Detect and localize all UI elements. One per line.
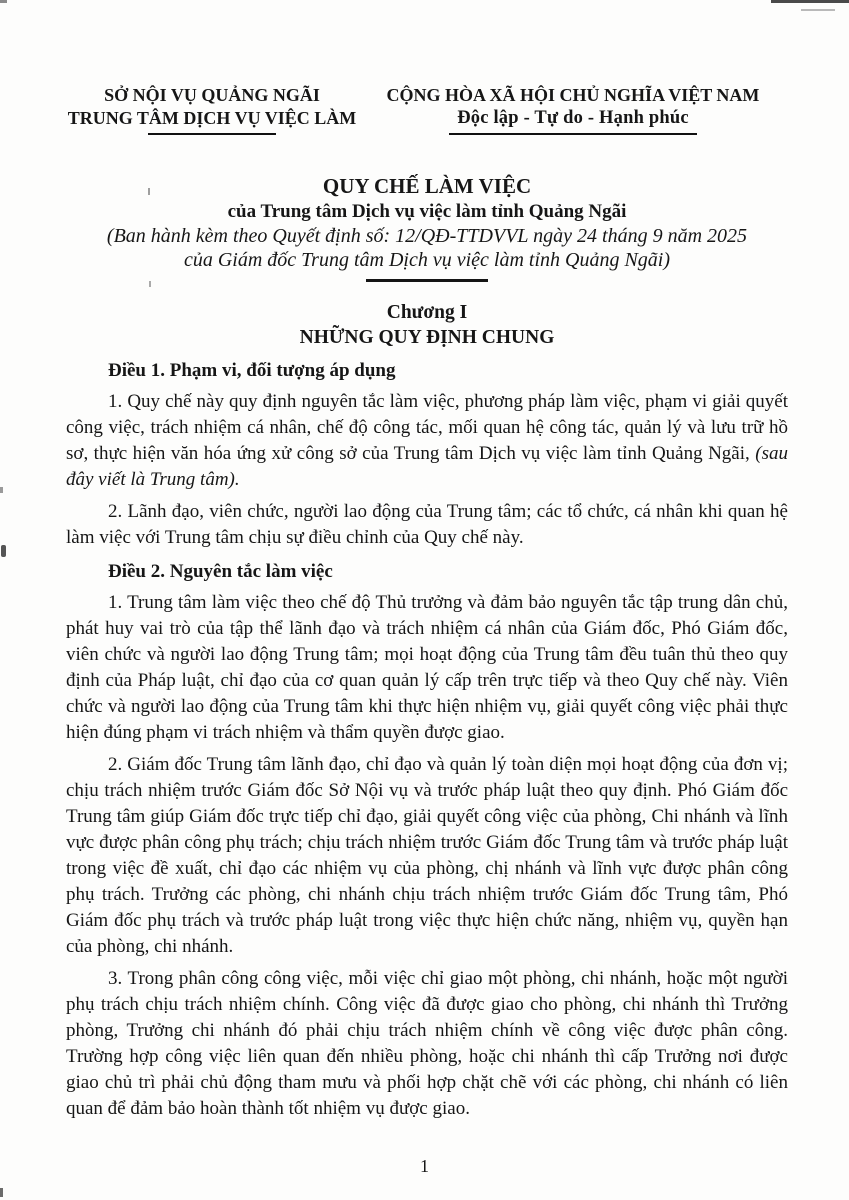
scan-artifact — [801, 9, 835, 11]
article-heading: Điều 2. Nguyên tắc làm việc — [108, 561, 333, 582]
paragraph — [66, 590, 788, 746]
issuance-note-line2: của Giám đốc Trung tâm Dịch vụ việc làm tỉnh Quảng Ngãi) — [183, 249, 671, 271]
paragraph-text: 3. Trong phân công công việc, mỗi việc chỉ giao một phòng, chi nhánh, hoặc một người phụ trách chịu trách nhiệm chính. Công việc đã được giao cho phòng, chi nhánh thì Trưởng phòng, Trưởng chi nhánh đó phải chịu trách nhiệm chính về công việc được phân công. Trường hợp công việc liên quan đến nhiều phòng, hoặc chi nhánh thì cấp Trưởng nơi được giao chủ trì phải chủ động tham mưu và phối hợp chặt chẽ với các phòng, chi nhánh có liên quan để đảm bảo hoàn thành tốt nhiệm vụ được giao. — [66, 968, 788, 1119]
scan-artifact — [0, 487, 3, 493]
issuing-agency-block — [66, 84, 358, 135]
paragraph-text: 2. Lãnh đạo, viên chức, người lao động của Trung tâm; các tổ chức, cá nhân khi quan hệ làm việc với Trung tâm chịu sự điều chỉnh của Quy chế này. — [66, 501, 788, 548]
scan-artifact — [0, 1188, 3, 1197]
document-subtitle: của Trung tâm Dịch vụ việc làm tỉnh Quảng Ngãi — [227, 201, 627, 222]
national-motto: Độc lập - Tự do - Hạnh phúc — [457, 108, 689, 128]
chapter-title: NHỮNG QUY ĐỊNH CHUNG — [299, 327, 555, 348]
paragraph — [66, 966, 788, 1122]
document-title: QUY CHẾ LÀM VIỆC — [322, 174, 532, 198]
paragraph — [66, 752, 788, 960]
national-header: CỘNG HÒA XÃ HỘI CHỦ NGHĨA VIỆT NAM — [386, 85, 760, 105]
paragraph-text: 1. Quy chế này quy định nguyên tắc làm việc, phương pháp làm việc, phạm vi giải quyết công việc, trách nhiệm cá nhân, chế độ công tác, mối quan hệ công tác, quản lý và lưu trữ hồ sơ, thực hiện văn hóa ứng xử công sở của Trung tâm Dịch vụ việc làm tỉnh Quảng Ngãi, — [66, 391, 788, 464]
header-right-rule — [449, 133, 697, 135]
header-left-rule — [148, 133, 276, 135]
paragraph — [66, 499, 788, 551]
scan-artifact — [0, 0, 7, 3]
document-header — [66, 84, 788, 135]
chapter-label: Chương I — [386, 302, 468, 323]
paragraph-text-italic: (sau đây viết là Trung tâm). — [66, 443, 788, 490]
paragraph-text: 2. Giám đốc Trung tâm lãnh đạo, chỉ đạo và quản lý toàn diện mọi hoạt động của đơn vị; chịu trách nhiệm trước Giám đốc Sở Nội vụ và trước pháp luật theo quy định. Phó Giám đốc Trung tâm giúp Giám đốc trực tiếp chỉ đạo, giải quyết công việc của phòng, Chi nhánh và lĩnh vực được phân công phụ trách; chịu trách nhiệm trước Giám đốc Trung tâm và trước pháp luật trong việc đề xuất, chỉ đạo các nhiệm vụ của phòng, chị nhánh và lĩnh vực được phân công phụ trách. Trưởng các phòng, chi nhánh chịu trách nhiệm trước Giám đốc Trung tâm, Phó Giám đốc phụ trách và trước pháp luật trong việc thực hiện chức năng, nhiệm vụ, quyền hạn của phòng, chi nhánh. — [66, 754, 788, 957]
title-block — [66, 173, 788, 282]
paragraph — [66, 389, 788, 493]
scan-artifact — [1, 545, 6, 557]
article-heading: Điều 1. Phạm vi, đối tượng áp dụng — [108, 360, 396, 381]
title-divider — [366, 279, 488, 282]
issuance-note-line1: (Ban hành kèm theo Quyết định số: 12/QĐ-TTDVVL ngày 24 tháng 9 năm 2025 — [106, 225, 748, 247]
chapter-block — [66, 300, 788, 350]
national-header-block — [358, 84, 788, 135]
issuing-agency-parent: SỞ NỘI VỤ QUẢNG NGÃI — [104, 85, 320, 105]
page-number: 1 — [420, 1156, 429, 1176]
document-content — [66, 84, 788, 1128]
scan-artifact — [771, 0, 849, 3]
paragraph-text: 1. Trung tâm làm việc theo chế độ Thủ trưởng và đảm bảo nguyên tắc tập trung dân chủ, phát huy vai trò của tập thể lãnh đạo và trách nhiệm cá nhân của Giám đốc, Phó Giám đốc, viên chức và người lao động Trung tâm; mọi hoạt động của Trung tâm đều tuân thủ theo quy định của Pháp luật, chỉ đạo của cơ quan quản lý cấp trên trực tiếp và theo Quy chế này. Viên chức và người lao động của Trung tâm khi thực hiện nhiệm vụ, giải quyết công việc phải thực hiện đúng phạm vi trách nhiệm và thẩm quyền được giao. — [66, 592, 788, 743]
issuing-agency-name: TRUNG TÂM DỊCH VỤ VIỆC LÀM — [67, 108, 357, 128]
